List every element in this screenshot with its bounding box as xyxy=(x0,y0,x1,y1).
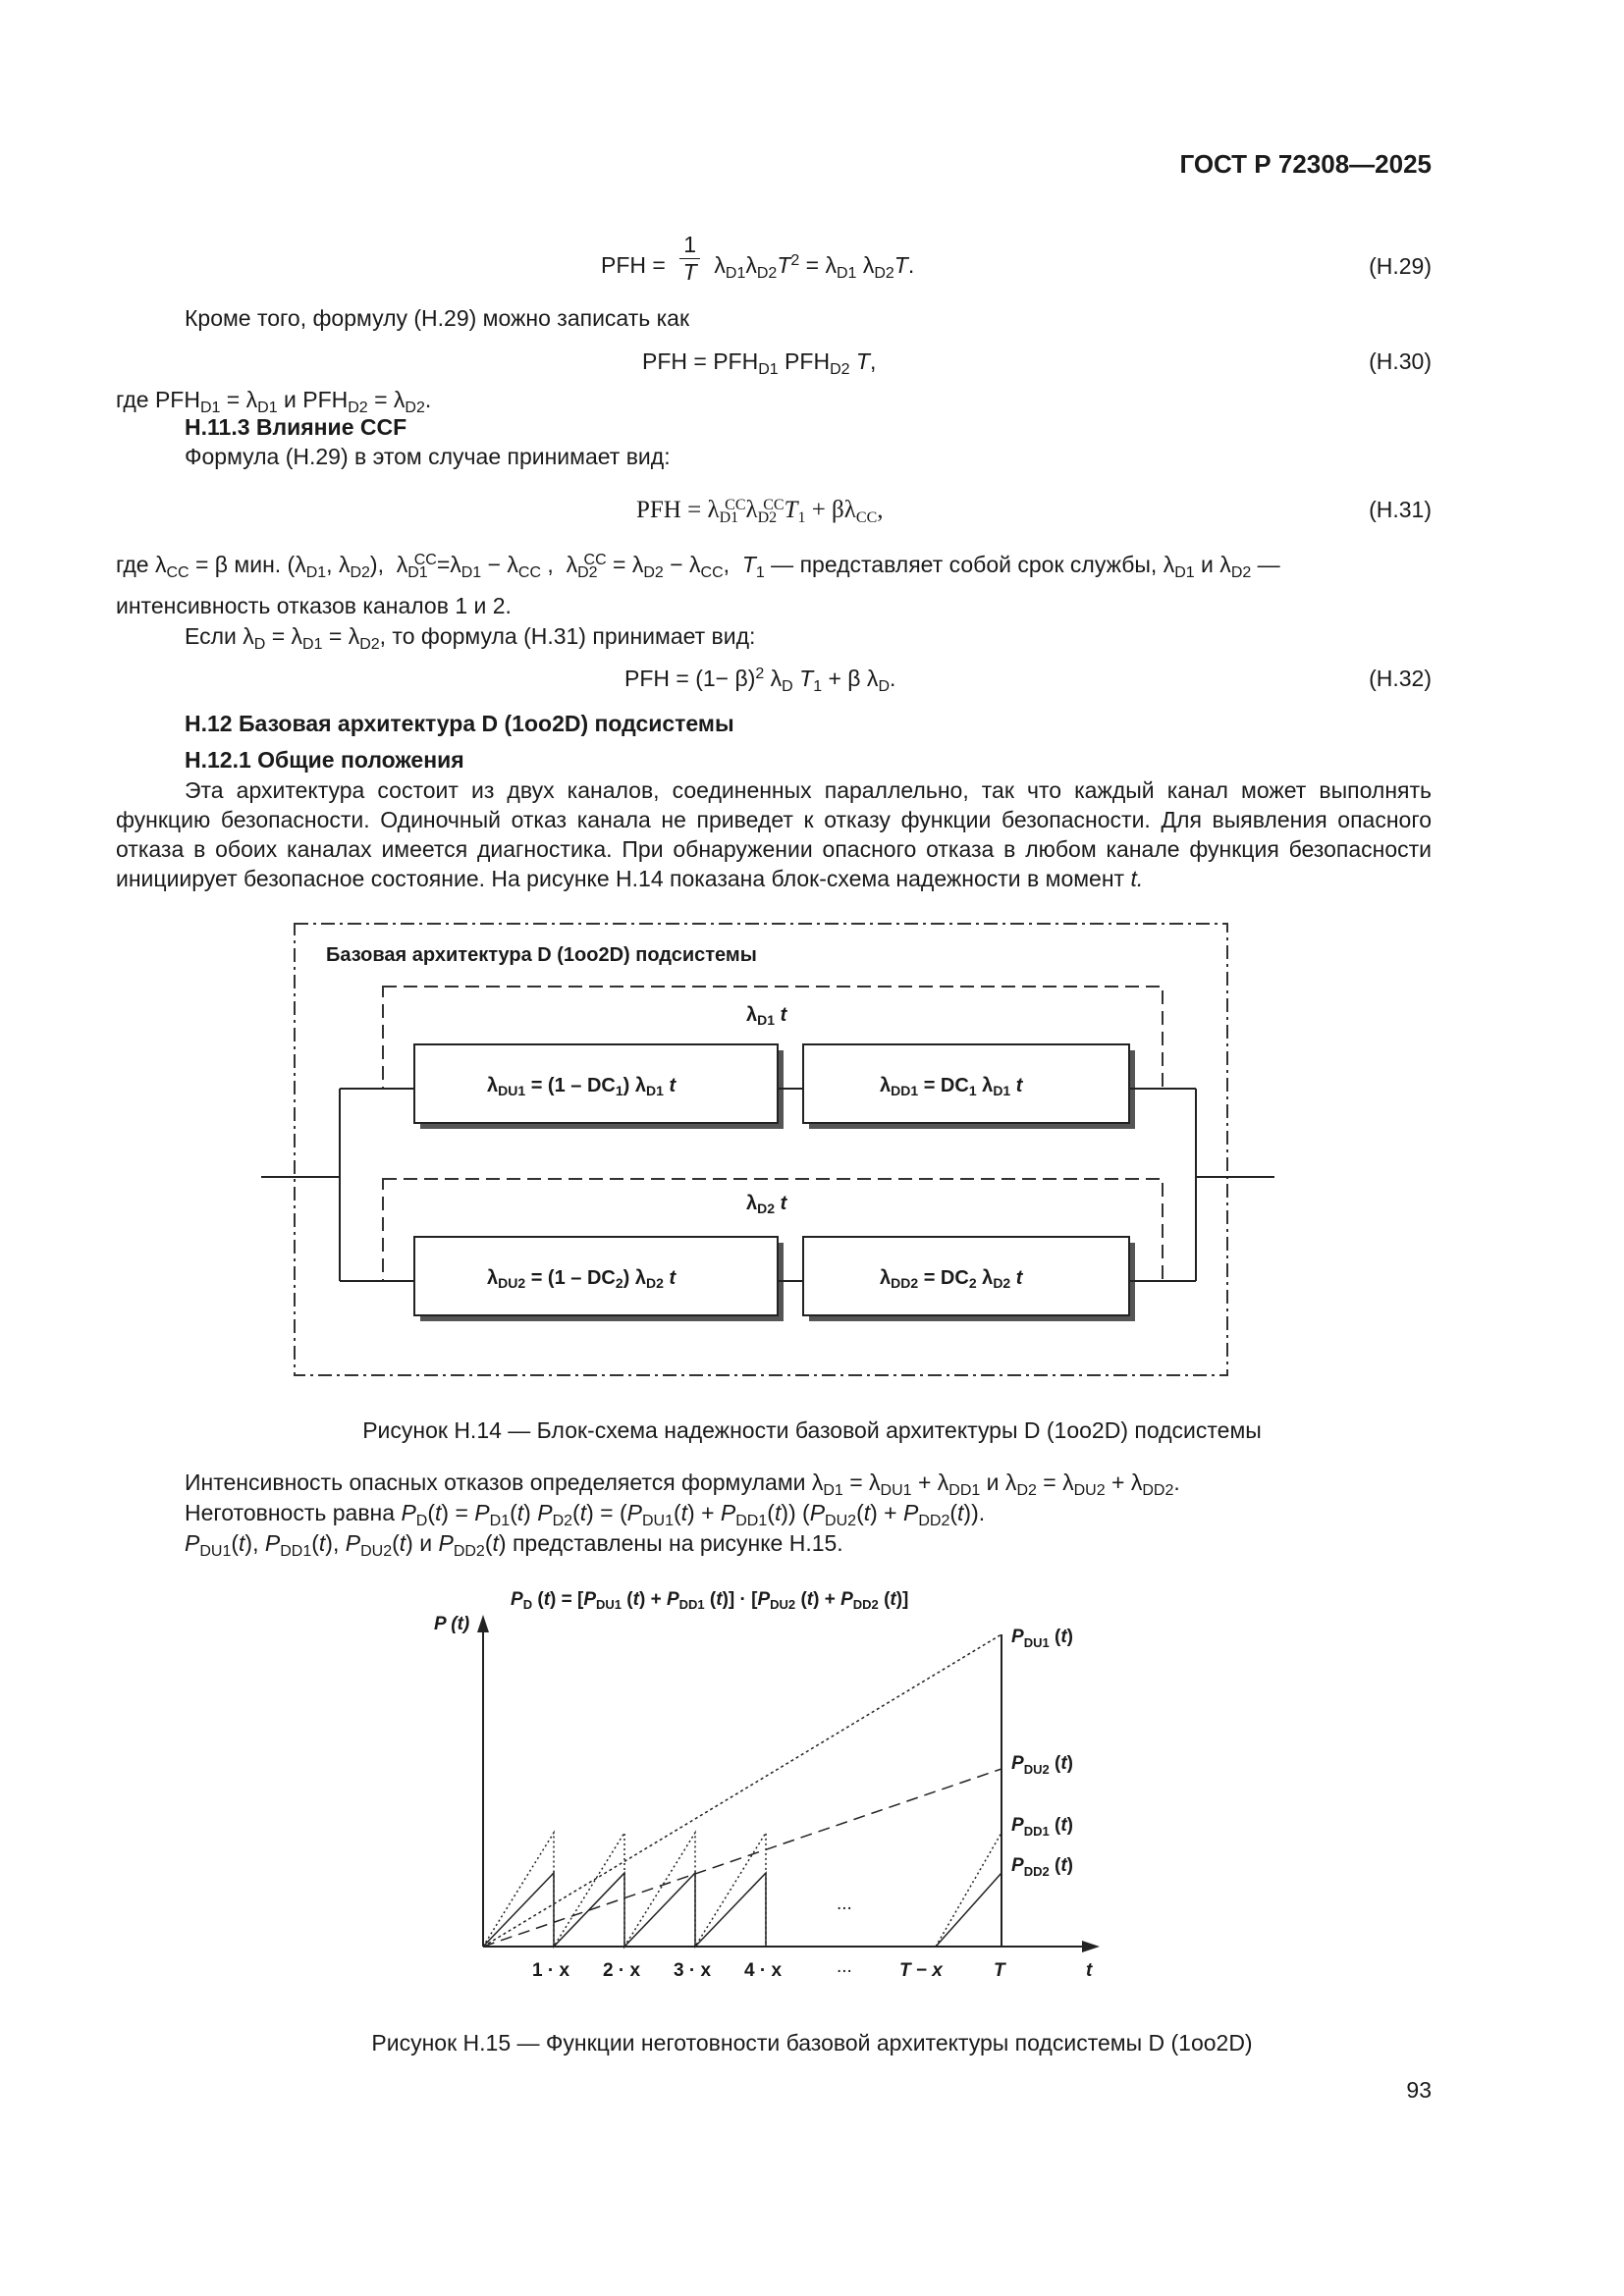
where-pfh-label: где PFH xyxy=(116,387,200,412)
svg-text:λD2 t: $\lambda_{D2}$ t xyxy=(746,1193,787,1216)
x-tick-1: 1 · x xyxy=(532,1960,570,1981)
section-heading-h11-3: H.11.3 Влияние CCF xyxy=(185,414,407,440)
middle-dots: ... xyxy=(837,1894,852,1914)
svg-text:λD1 t: $\lambda_{D1}$ t xyxy=(746,1004,787,1028)
svg-text:λDU1 = (1 – DC1) λD1 t: $\lambda_{DU1} = (1 - DC_1)$ $\lambda_{D1}$ t xyxy=(487,1075,677,1098)
formula-number-h31: (H.31) xyxy=(1369,497,1432,522)
x-tick-4: 4 · x xyxy=(744,1960,783,1981)
unavailability-line: Неготовность равна $P_D(t) = P_{D1}(t) P_{D2}(t) = (P_{DU1}(t) + P_{DD1}(t)) (P_{DU2}(t) + P_{DD2}(t))$. xyxy=(185,1500,986,1529)
presented-text: представлены на рисунке H.15. xyxy=(512,1530,843,1556)
x-axis-label: t xyxy=(1086,1960,1093,1981)
formula-h30-body: PFH = PFH xyxy=(642,348,759,374)
rate-formula-line: Интенсивность опасных отказов определяется формулами $\lambda_{D1} = \lambda_{DU1} + \lambda_{DD1}$ и $\lambda_{D2} = \lambda_{DU2} + \lambda_{DD2}$. xyxy=(185,1469,1180,1499)
rate-text: Интенсивность опасных отказов определяется формулами xyxy=(185,1469,806,1495)
section-heading-h12-1: H.12.1 Общие положения xyxy=(185,747,464,773)
figure-h15-chart xyxy=(412,1575,1119,1988)
y-axis-arrow-icon xyxy=(477,1615,489,1632)
x-tick-dots: ... xyxy=(837,1956,852,1977)
paragraph-architecture-t: t. xyxy=(1130,866,1144,891)
figure-h14-caption: Рисунок H.14 — Блок-схема надежности базовой архитектуры D (1oo2D) подсистемы xyxy=(362,1417,1262,1443)
formula-number-h32: (H.32) xyxy=(1369,666,1432,691)
section-heading-h12: H.12 Базовая архитектура D (1oo2D) подсистемы xyxy=(185,711,734,736)
label-pdu2: $P_{DU2}$ (t) xyxy=(1011,1753,1073,1777)
paragraph-formula-case: Формула (H.29) в этом случае принимает вид: xyxy=(185,444,671,469)
unavailability-text: Неготовность равна xyxy=(185,1500,396,1525)
channels-line: интенсивность отказов каналов 1 и 2. xyxy=(116,593,512,618)
formula-h31: PFH = $\lambda_{D1}^{CC}\lambda_{D2}^{CC}T_1 + \beta\lambda_{CC}$, xyxy=(636,497,884,526)
y-axis-label: P (t) xyxy=(434,1614,470,1634)
formula-number-h29: (H.29) xyxy=(1369,253,1432,279)
figure-h15-caption: Рисунок H.15 — Функции неготовности базовой архитектуры подсистемы D (1oo2D) xyxy=(371,2030,1253,2056)
formula-h32-body: PFH = (1− β) xyxy=(624,666,756,691)
where-pfh-line: где $PFH_{D1} = \lambda_{D1}$ и $PFH_{D2} = \lambda_{D2}$. xyxy=(116,387,432,416)
x-tick-2: 2 · x xyxy=(603,1960,641,1981)
if-lambda-line: Если $\lambda_D = \lambda_{D1} = \lambda_{D2}$, то формула (H.31) принимает вид: xyxy=(185,623,756,653)
svg-text:λDU2 = (1 – DC2) λD2 t: $\lambda_{DU2} = (1 - DC_2)$ $\lambda_{D2}$ t xyxy=(487,1267,677,1291)
formula-h29: PFH = $\frac{1}{T}$ $\lambda_{D1}\lambda_{D2}T^2 = \lambda_{D1}$ $\lambda_{D2}T$. xyxy=(601,232,915,285)
formula-h32: PFH = $(1- \beta)^2$ $\lambda_D$ $T_1 + \beta$ $\lambda_D$. xyxy=(624,666,896,695)
paragraph-architecture xyxy=(116,775,1432,893)
svg-text:λDD2 = DC2 λD2 t: $\lambda_{DD2} = DC_2$ $\lambda_{D2}$ t xyxy=(880,1267,1023,1291)
x-tick-t-minus-x: T − x xyxy=(899,1960,943,1981)
presented-line: $P_{DU1}(t)$, $P_{DD1}(t)$, $P_{DU2}(t)$ и $P_{DD2}(t)$ представлены на рисунке H.15. xyxy=(185,1530,843,1560)
where-cc-line: где $\lambda_{CC} = \beta$ мин. ($\lambda_{D1}$, $\lambda_{D2}$), $\lambda_{D1}^{CC}=\lambda_{D1} - \lambda_{CC}$ , $\lambda_{D2}^{CC} = \lambda_{D2} - \lambda_{CC}$, $T_1$ — представляет собой срок службы, $\lambda_{D1}$ и $\lambda_{D2}$ — xyxy=(116,552,1280,581)
paragraph-also: Кроме того, формулу (H.29) можно записать как xyxy=(185,305,690,331)
x-tick-3: 3 · x xyxy=(674,1960,712,1981)
page-number: 93 xyxy=(1406,2077,1432,2103)
figure-h14-title: Базовая архитектура D (1oo2D) подсистемы xyxy=(326,944,757,966)
figure-h14-diagram xyxy=(255,918,1286,1384)
label-pdd1: $P_{DD1}$ (t) xyxy=(1011,1815,1073,1839)
standard-header: ГОСТ Р 72308—2025 xyxy=(1179,149,1432,179)
formula-h30: PFH = $PFH_{D1}$ $PFH_{D2}$ T, xyxy=(642,348,877,378)
label-pdd2: $P_{DD2}$ (t) xyxy=(1011,1855,1073,1879)
x-tick-t: T xyxy=(994,1960,1005,1981)
svg-text:λDD1 = DC1 λD1 t: $\lambda_{DD1} = DC_1$ $\lambda_{D1}$ t xyxy=(880,1075,1023,1098)
label-pdu1: $P_{DU1}$ (t) xyxy=(1011,1627,1073,1650)
x-axis-arrow-icon xyxy=(1082,1941,1100,1952)
paragraph-architecture-text: Эта архитектура состоит из двух каналов, соединенных параллельно, так что каждый канал может выполнять функцию безопасности. Одиночный отказ канала не приведет к отказу функции безопасности. Для выявления опасного отказа в обоих каналах имеется диагностика. При обнаружении опасного отказа в любом канале функция безопасности инициирует безопасное состояние. На рисунке H.14 показана блок-схема надежности в момент xyxy=(116,777,1432,891)
formula-number-h30: (H.30) xyxy=(1369,348,1432,374)
figure-h15-formula: $P_D$ $(t) = [P_{DU1}$ $(t) + P_{DD1}$ $(t)] \cdot [P_{DU2}$ $(t) + P_{DD2}$ (t)] xyxy=(511,1589,909,1612)
